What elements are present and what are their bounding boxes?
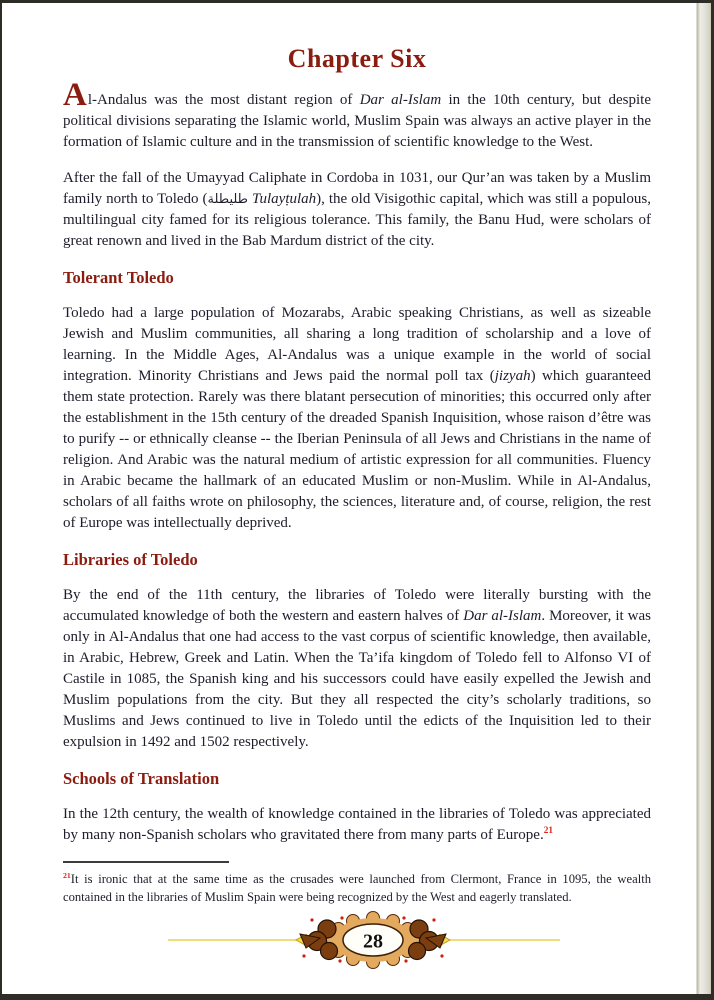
body-paragraph: Toledo had a large population of Mozarabs, Arabic speaking Christians, as well as sizeable Jewish and Muslim communities, all sharing a long tradition of scholarship and a love of learning. In the Middle Ages, Al-Andalus was a unique example in the world of social integration. Minority Christians and Jews paid the normal poll tax (jizyah) which guaranteed them state protection. Rarely was there blatant persecution of minorities; this occurred only after the establishment in the 15th century of the dreaded Spanish Inquisition, whose raison d’être was to purify -- or ethnically cleanse -- the Iberian Peninsula of all Jews and Christians in the name of religion. And Arabic was the natural medium of artistic expression for all communities. Fluency in Arabic became the hallmark of an educated Muslim or non-Muslim. While in Al-Andalus, scholars of all faiths wrote on philosophy, the sciences, literature and, of course, religion, the rest of Europe was intellectually deprived. (63, 305, 651, 531)
body-paragraph: Al-Andalus was the most distant region of Dar al-Islam in the 10th century, but despite political divisions separating the Islamic world, Muslim Spain was always an active player in the formation of Islamic culture and in the transmission of scientific knowledge to the West. (63, 77, 652, 150)
footnote-rule (63, 861, 229, 863)
body-paragraph: After the fall of the Umayyad Caliphate in Cordoba in 1031, our Qur’an was taken by a Muslim family north to Toledo (طليطلة Tulayṭulah), the old Visigothic capital, which was still a populous, multilingual city famed for its religious tolerance. This family, the Banu Hud, were scholars of great renown and lived in the Bab Mardum district of the city. (63, 170, 652, 249)
arabic-toponym: طليطلة (207, 192, 249, 207)
footnote-text: $^{21}$It is ironic that at the same time as the crusades were launched from Clermont, France in 1095, the wealth contained in the libraries of Muslim Spain were being recognized by the West and eagerly translated. (63, 870, 651, 904)
page-footer-ornament (0, 908, 714, 972)
scan-border-top (0, 0, 714, 3)
content-blocks (63, 77, 652, 906)
section-heading: Schools of Translation (63, 769, 220, 788)
page-number: 28 (363, 930, 383, 953)
section-heading: Tolerant Toledo (63, 268, 174, 287)
scan-border-left (0, 0, 2, 1000)
dropcap-initial: A (63, 77, 87, 113)
body-paragraph: By the end of the 11th century, the libraries of Toledo were literally bursting with the accumulated knowledge of both the western and eastern halves of Dar al-Islam. Moreover, it was only in Al-Andalus that one had access to the vast corpus of scientific knowledge, then available, in Arabic, Hebrew, Greek and Latin. When the Ta’ifa kingdom of Toledo fell to Alfonso VI of Castile in 1085, the Spanish king and his successors could have easily expelled the Jewish and Muslim populations from the city. But they all respected the city’s scholarly traditions, so Muslims and Jews continued to live in Toledo until the edicts of the Inquisition led to their expulsion in 1492 and 1502 respectively. (63, 587, 651, 750)
scan-border-bottom (0, 994, 714, 1000)
section-heading: Libraries of Toledo (63, 550, 198, 569)
body-paragraph: In the 12th century, the wealth of knowledge contained in the libraries of Toledo was appreciated by many non-Spanish scholars who gravitated there from many parts of Europe.$^{21}$ (63, 806, 651, 843)
book-page-edge (696, 3, 714, 994)
chapter-title: Chapter Six (287, 44, 427, 73)
